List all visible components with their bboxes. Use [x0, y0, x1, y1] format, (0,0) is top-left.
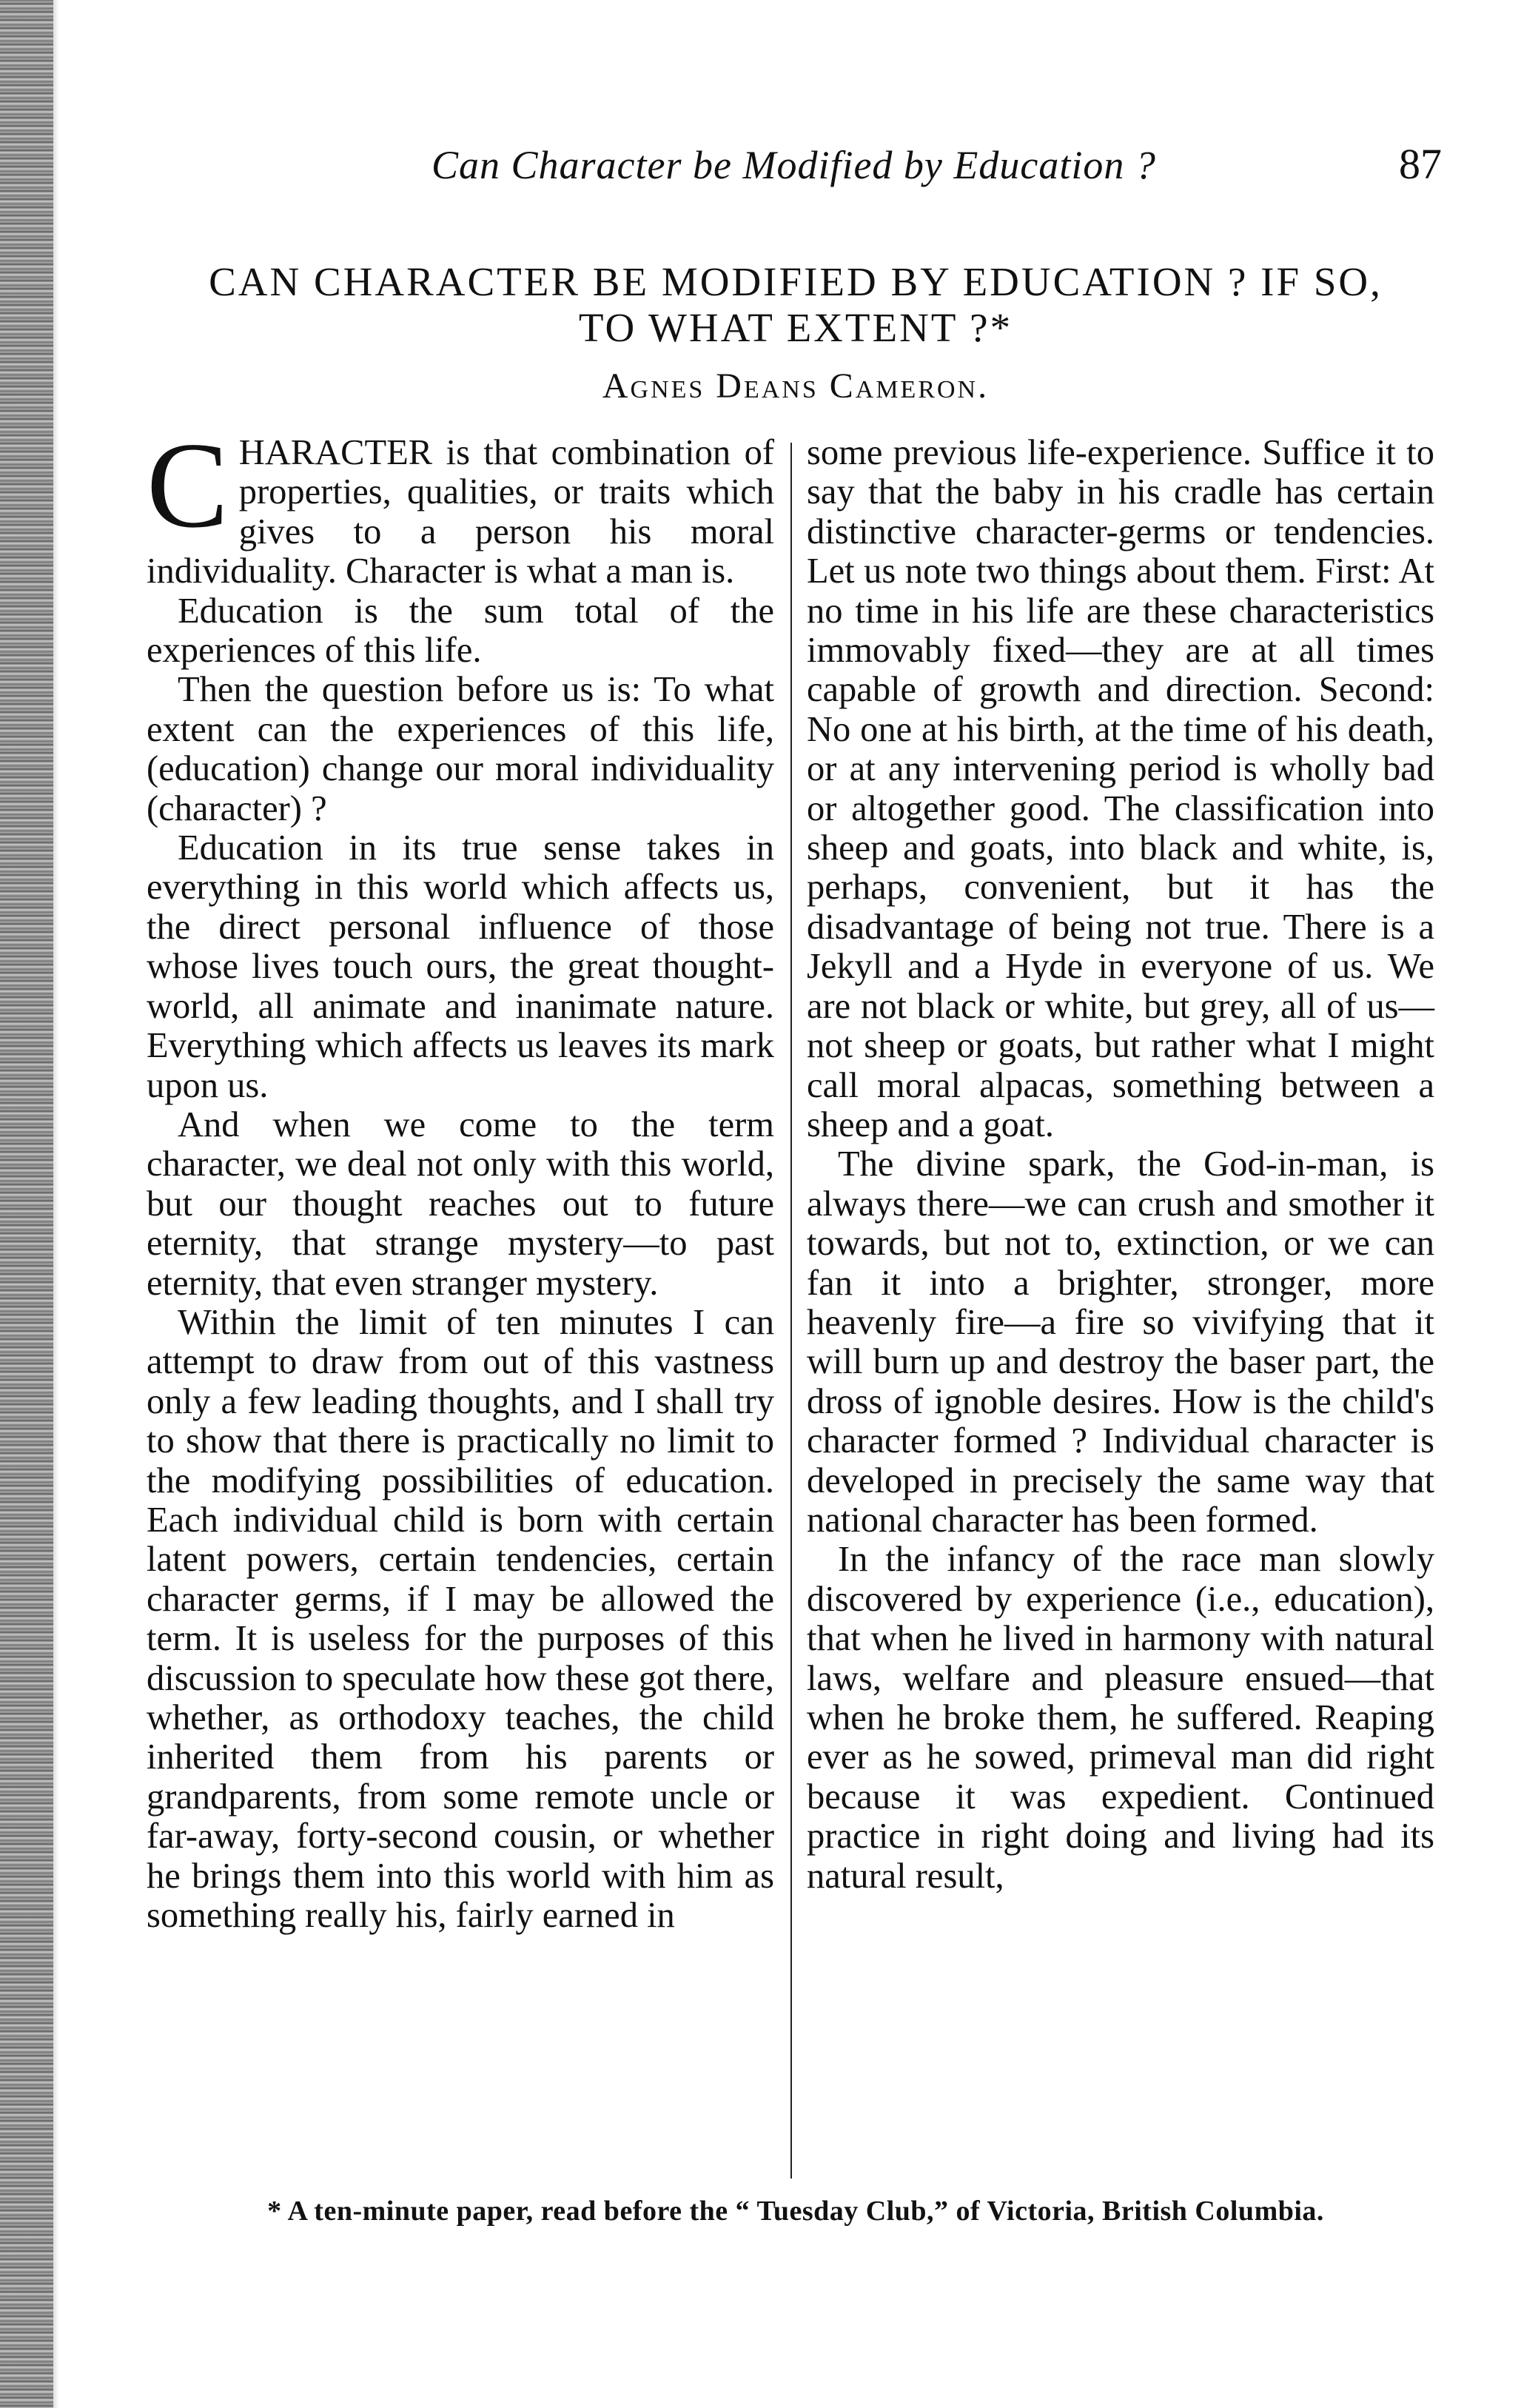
- column-rule: [790, 443, 792, 2179]
- left-column: [147, 417, 774, 1936]
- paragraph: Within the limit of ten minutes I can attempt to draw from out of this vastness only a few leading thoughts, and I shall try to show that there is practically no limit to the modifying possibilities of education. Each individual child is born with certain latent powers, certain tendencies, certain character germs, if I may be allowed the term. It is useless for the purposes of this discussion to speculate how these got there, whether, as orthodoxy teaches, the child inherited them from his parents or grandparents, from some remote uncle or far-away, forty-second cousin, or whether he brings them into this world with him as something really his, fairly earned in: [147, 1302, 774, 1936]
- article-author: Agnes Deans Cameron.: [602, 366, 990, 406]
- footnote: * A ten-minute paper, read before the “ Tuesday Club,” of Victoria, British Columbia.: [267, 2196, 1324, 2227]
- paragraph: some previous life-experience. Suffice it to say that the baby in his cradle has certain distinctive character-germs or tendencies. Let us note two things about them. First: At no time in his life are these characteristics immovably fixed—they are at all times capable of growth and direction. Second: No one at his birth, at the time of his death, or at any intervening period is wholly bad or altogether good. The classification into sheep and goats, into black and white, is, perhaps, convenient, but it has the disadvantage of being not true. There is a Jekyll and a Hyde in everyone of us. We are not black or white, but grey, all of us—not sheep or goats, but rather what I might call moral alpacas, something between a sheep and a goat.: [807, 433, 1434, 1144]
- paragraph: In the infancy of the race man slowly discovered by experience (i.e., education), that when he lived in harmony with natural laws, welfare and pleasure ensued—that when he broke them, he suffered. Reaping ever as he sowed, primeval man did right because it was expedient. Continued practice in right doing and living had its natural result,: [807, 1540, 1434, 1896]
- page-number: 87: [1399, 140, 1442, 188]
- paragraph: [147, 417, 774, 591]
- paragraph: Education is the sum total of the experiences of this life.: [147, 591, 774, 671]
- running-head: [147, 142, 1442, 201]
- paragraph: The divine spark, the God-in-man, is always there—we can crush and smother it towards, but not to, extinction, or we can fan it into a brighter, stronger, more heavenly fire—a fire so vivifying that it will burn up and destroy the baser part, the dross of ignoble desires. How is the child's character formed ? Individual character is developed in precisely the same way that national character has been formed.: [807, 1144, 1434, 1540]
- paragraph: Education in its true sense takes in everything in this world which affects us, the direct personal influence of those whose lives touch ours, the great thought-world, all animate and inanimate nature. Everything which affects us leaves its mark upon us.: [147, 828, 774, 1105]
- paragraph: Then the question before us is: To what extent can the experiences of this life, (education) change our moral individuality (character) ?: [147, 670, 774, 828]
- right-column: [807, 433, 1434, 1896]
- paragraph: And when we come to the term character, we deal not only with this world, but our thought reaches out to future eternity, that strange mystery—to past eternity, that even stranger mystery.: [147, 1104, 774, 1303]
- article-title-line-1: CAN CHARACTER BE MODIFIED BY EDUCATION ? IF SO,: [209, 259, 1383, 304]
- drop-cap: C: [147, 417, 229, 553]
- paragraph-text: HARACTER is that combination of properties, qualities, or traits which gives to a person his moral individuality. Character is what a man is.: [147, 433, 774, 591]
- article-title-line-2: TO WHAT EXTENT ?*: [578, 305, 1013, 350]
- article-title: [141, 259, 1451, 351]
- page-binding-edge: [0, 0, 53, 2408]
- running-title: Can Character be Modified by Education ?: [432, 143, 1156, 187]
